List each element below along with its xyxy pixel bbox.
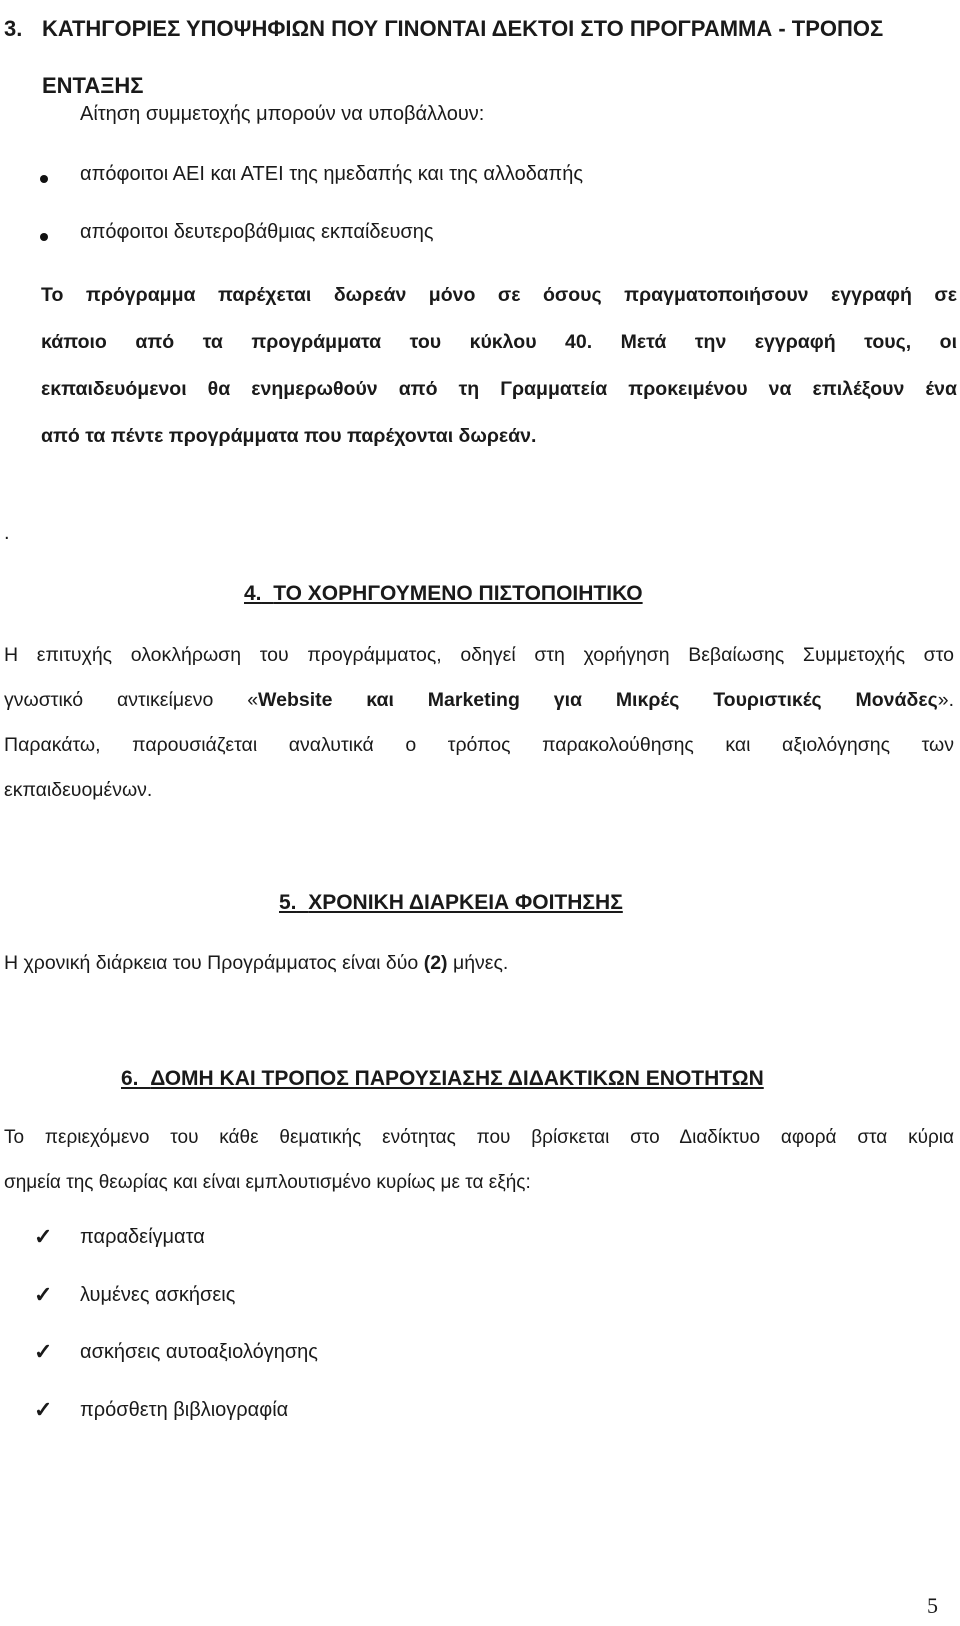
section-4-title: ΤΟ ΧΟΡΗΓΟΥΜΕΝΟ ΠΙΣΤΟΠΟΙΗΤΙΚΟ — [273, 582, 643, 605]
section-4-paragraph — [4, 633, 954, 813]
section-6-title: ΔΟΜΗ ΚΑΙ ΤΡΟΠΟΣ ΠΑΡΟΥΣΙΑΣΗΣ ΔΙΔΑΚΤΙΚΩΝ ΕΝΟΤΗΤΩΝ — [150, 1067, 764, 1090]
bullet-dot-icon — [40, 233, 48, 241]
section-6-paragraph — [4, 1115, 954, 1205]
section-6-number: 6. — [121, 1067, 139, 1090]
section-5-number: 5. — [279, 891, 297, 914]
checkmark-icon: ✓ — [34, 1339, 53, 1364]
paragraph-line: Η επιτυχής ολοκλήρωση του προγράμματος, οδηγεί στη χορήγηση Βεβαίωσης Συμμετοχής στο — [4, 644, 954, 666]
section-3-number: 3. — [4, 16, 23, 41]
section-5-text — [4, 952, 508, 975]
stray-dot: . — [4, 522, 10, 544]
list-item: παραδείγματα — [80, 1226, 205, 1248]
checkmark-icon: ✓ — [34, 1397, 53, 1422]
cert-text-pre: γνωστικό αντικείμενο « — [4, 689, 259, 711]
bullet-dot-icon — [40, 175, 48, 183]
paragraph-line — [4, 678, 954, 723]
free-program-paragraph — [41, 272, 957, 460]
paragraph-line: από τα πέντε προγράμματα που παρέχονται δωρεάν. — [41, 425, 537, 447]
section-4-number: 4. — [244, 582, 262, 605]
paragraph-line: εκπαιδευόμενοι θα ενημερωθούν από τη Γραμματεία προκειμένου να επιλέξουν ένα — [41, 378, 957, 400]
section-4-heading — [244, 582, 643, 606]
paragraph-line: κάποιο από τα προγράμματα του κύκλου 40. Μετά την εγγραφή τους, οι — [41, 331, 957, 353]
duration-value: (2) — [423, 952, 448, 974]
duration-text-pre: Η χρονική διάρκεια του Προγράμματος είναι δύο — [4, 952, 424, 974]
paragraph-line: εκπαιδευομένων. — [4, 779, 153, 801]
section-3-intro: Αίτηση συμμετοχής μπορούν να υποβάλλουν: — [80, 103, 485, 125]
section-3-heading — [4, 0, 954, 114]
paragraph-line: Το πρόγραμμα παρέχεται δωρεάν μόνο σε όσους πραγματοποιήσουν εγγραφή σε — [41, 284, 957, 306]
paragraph-line: Το περιεχόμενο του κάθε θεματικής ενότητας που βρίσκεται στο Διαδίκτυο αφορά στα κύρια — [4, 1127, 954, 1148]
cert-text-post: ». — [937, 689, 954, 711]
list-item: λυμένες ασκήσεις — [80, 1284, 236, 1306]
list-item: πρόσθετη βιβλιογραφία — [80, 1399, 289, 1421]
paragraph-line: Παρακάτω, παρουσιάζεται αναλυτικά ο τρόπος παρακολούθησης και αξιολόγησης των — [4, 734, 954, 756]
duration-text-post: μήνες. — [447, 952, 509, 974]
section-3-heading-line1 — [4, 0, 954, 57]
section-5-title: ΧΡΟΝΙΚΗ ΔΙΑΡΚΕΙΑ ΦΟΙΤΗΣΗΣ — [308, 891, 623, 914]
section-6-heading — [121, 1067, 764, 1091]
section-5-heading — [279, 891, 623, 915]
section-3-title-line2: ΕΝΤΑΞΗΣ — [42, 73, 144, 98]
checkmark-icon: ✓ — [34, 1224, 53, 1249]
course-title: Website και Marketing για Μικρές Τουριστικές Μονάδες — [258, 689, 938, 711]
page-number: 5 — [927, 1593, 938, 1618]
list-item: ασκήσεις αυτοαξιολόγησης — [80, 1341, 318, 1363]
paragraph-line: σημεία της θεωρίας και είναι εμπλουτισμένο κυρίως με τα εξής: — [4, 1172, 531, 1193]
checkmark-icon: ✓ — [34, 1282, 53, 1307]
bullet-item: απόφοιτοι δευτεροβάθμιας εκπαίδευσης — [80, 221, 434, 243]
bullet-item: απόφοιτοι ΑΕΙ και ΑΤΕΙ της ημεδαπής και της αλλοδαπής — [80, 163, 583, 185]
section-3-title-line1: ΚΑΤΗΓΟΡΙΕΣ ΥΠΟΨΗΦΙΩΝ ΠΟΥ ΓΙΝΟΝΤΑΙ ΔΕΚΤΟΙ ΣΤΟ ΠΡΟΓΡΑΜΜΑ - ΤΡΟΠΟΣ — [42, 16, 884, 41]
